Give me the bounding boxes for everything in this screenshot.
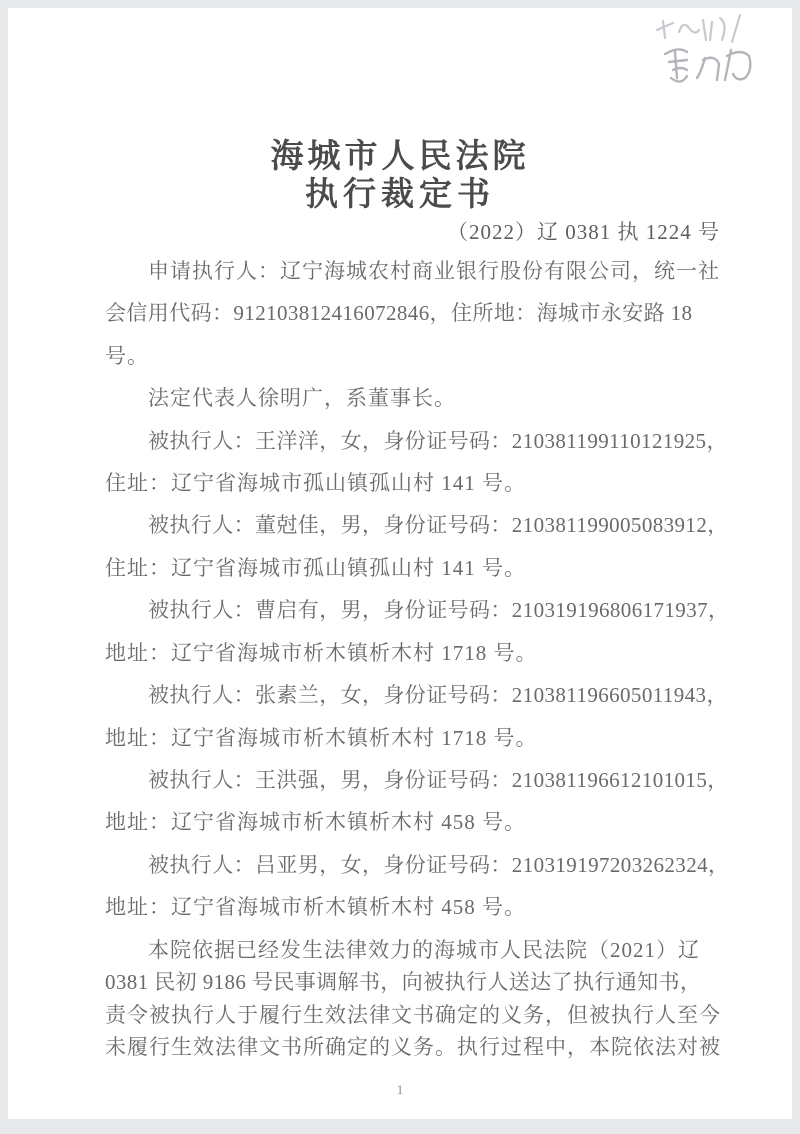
document-page [8, 8, 792, 1119]
body-line: 未履行生效法律文书所确定的义务。执行过程中，本院依法对被 [105, 1035, 721, 1059]
body-line: 被执行人：董尅佳，男，身份证号码：210381199005083912， [148, 513, 729, 537]
page-number: 1 [396, 1082, 404, 1097]
body-line: 号。 [105, 344, 149, 368]
body-line: 住址：辽宁省海城市孤山镇孤山村 141 号。 [105, 471, 526, 495]
handwritten-annotation [643, 8, 793, 93]
body-line: 被执行人：王洋洋，女，身份证号码：210381199110121925， [148, 429, 728, 453]
body-line: 法定代表人徐明广，系董事长。 [148, 386, 456, 410]
body-line: 被执行人：王洪强，男，身份证号码：210381196612101015， [148, 768, 729, 792]
body-line: 责令被执行人于履行生效法律文书确定的义务，但被执行人至今 [105, 1003, 721, 1027]
body-line: 会信用代码：912103812416072846，住所地：海城市永安路 18 [105, 301, 693, 325]
body-line: 地址：辽宁省海城市析木镇析木村 1718 号。 [105, 641, 538, 665]
body-line: 地址：辽宁省海城市析木镇析木村 458 号。 [105, 810, 526, 834]
body-line: 住址：辽宁省海城市孤山镇孤山村 141 号。 [105, 556, 526, 580]
body-line: 被执行人：吕亚男，女，身份证号码：210319197203262324， [148, 853, 730, 877]
body-line: 被执行人：张素兰，女，身份证号码：210381196605011943， [148, 683, 728, 707]
body-line: 申请执行人：辽宁海城农村商业银行股份有限公司，统一社 [148, 259, 720, 283]
body-line: 地址：辽宁省海城市析木镇析木村 458 号。 [105, 895, 526, 919]
document-type: 执行裁定书 [305, 177, 495, 213]
body-line: 本院依据已经发生法律效力的海城市人民法院（2021）辽 [148, 938, 700, 962]
body-line: 0381 民初 9186 号民事调解书，向被执行人送达了执行通知书， [105, 970, 702, 994]
body-line: 被执行人：曹启有，男，身份证号码：210319196806171937， [148, 598, 730, 622]
case-number: （2022）辽 0381 执 1224 号 [447, 220, 720, 244]
body-line: 地址：辽宁省海城市析木镇析木村 1718 号。 [105, 726, 538, 750]
court-name: 海城市人民法院 [270, 139, 530, 175]
